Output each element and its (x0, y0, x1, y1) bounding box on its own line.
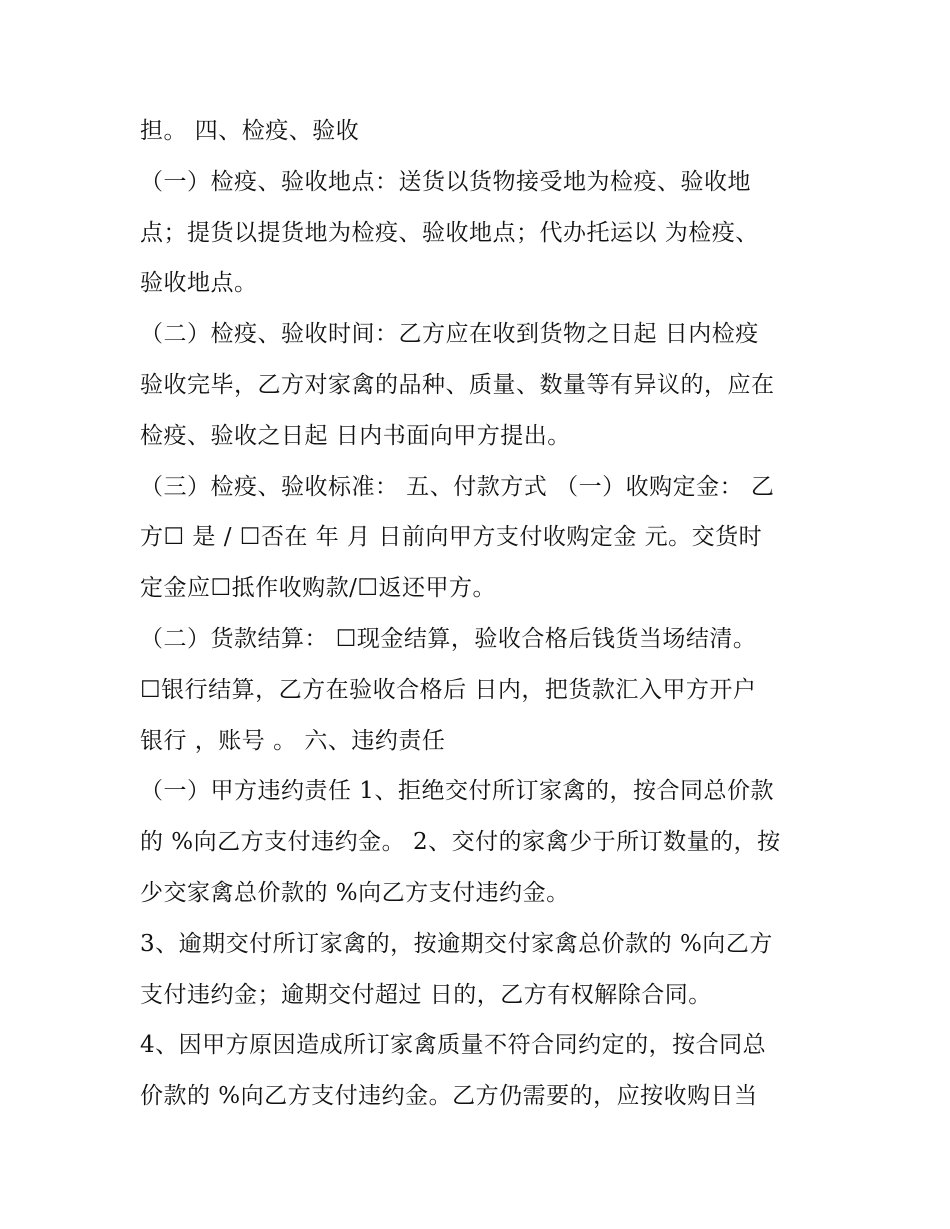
text-line: 检疫、验收之日起 日内书面向甲方提出。 (140, 422, 571, 449)
text-line: （一）甲方违约责任 1、拒绝交付所订家禽的，按合同总价款 (140, 778, 774, 805)
text-line: 验收完毕，乙方对家禽的品种、质量、数量等有异议的，应在 (140, 371, 775, 398)
text-line: （二）检疫、验收时间：乙方应在收到货物之日起 日内检疫 (140, 321, 759, 348)
text-line: ☐银行结算，乙方在验收合格后 日内，把货款汇入甲方开户 (140, 676, 757, 703)
text-line: 3、逾期交付所订家禽的，按逾期交付家禽总价款的 %向乙方 (140, 930, 773, 957)
text-line: 的 %向乙方支付违约金。 2、交付的家禽少于所订数量的，按 (140, 829, 781, 856)
text-line: 价款的 %向乙方支付违约金。乙方仍需要的，应按收购日当 (140, 1083, 758, 1110)
text-line: 方☐ 是 / ☐否在 年 月 日前向甲方支付收购定金 元。交货时 (140, 524, 763, 551)
text-line: 少交家禽总价款的 %向乙方支付违约金。 (140, 879, 570, 906)
text-line: （三）检疫、验收标准： 五、付款方式 （一）收购定金： 乙 (140, 473, 775, 500)
document-body (140, 106, 820, 1122)
text-line: 担。 四、检疫、验收 (140, 118, 360, 144)
text-line: 定金应☐抵作收购款/☐返还甲方。 (140, 575, 496, 602)
text-line: 支付违约金；逾期交付超过 日的，乙方有权解除合同。 (140, 981, 712, 1008)
text-line: （二）货款结算： ☐现金结算，验收合格后钱货当场结清。 (140, 625, 757, 652)
text-line: 4、因甲方原因造成所订家禽质量不符合同约定的，按合同总 (140, 1032, 767, 1059)
text-line: 点；提货以提货地为检疫、验收地点；代办托运以 为检疫、 (140, 219, 759, 246)
text-line: 验收地点。 (140, 270, 258, 297)
text-line: 银行 ，账号 。 六、违约责任 (140, 727, 446, 754)
text-line: （一）检疫、验收地点：送货以货物接受地为检疫、验收地 (140, 168, 751, 195)
